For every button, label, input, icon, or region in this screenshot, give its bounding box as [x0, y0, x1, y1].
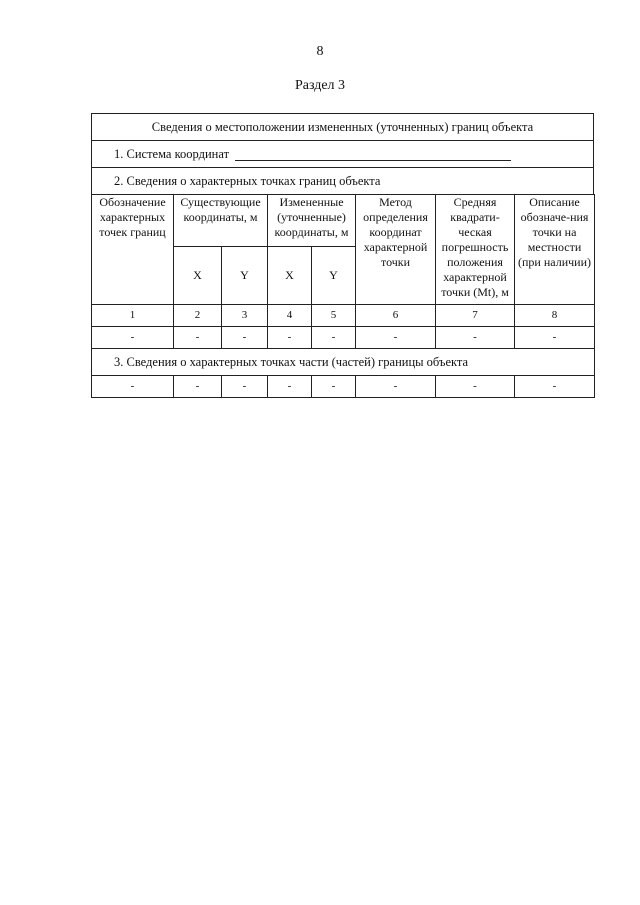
- table-title: Сведения о местоположении измененных (уточненных) границ объекта: [91, 113, 594, 140]
- column-number: 4: [268, 305, 312, 327]
- coord-system-blank-line: [235, 148, 511, 161]
- table-cell: -: [268, 376, 312, 398]
- header-changed-y: Y: [312, 247, 356, 305]
- coord-system-row: [91, 140, 594, 167]
- header-point-designation: Обозначение характерных точек границ: [92, 195, 174, 305]
- page-number: 8: [316, 44, 324, 59]
- column-number: 3: [222, 305, 268, 327]
- table-cell: -: [268, 327, 312, 349]
- table-cell: -: [356, 376, 436, 398]
- table-cell: -: [92, 376, 174, 398]
- section-title: Раздел 3: [294, 78, 346, 93]
- table-cell: -: [312, 376, 356, 398]
- header-changed-coordinates: Измененные (уточненные) координаты, м: [268, 195, 356, 247]
- column-number: 6: [356, 305, 436, 327]
- column-number: 5: [312, 305, 356, 327]
- table-cell: -: [515, 376, 595, 398]
- points-grid: [91, 194, 595, 398]
- header-existing-x: X: [174, 247, 222, 305]
- column-number: 8: [515, 305, 595, 327]
- table-row: [92, 327, 595, 349]
- table-cell: -: [356, 327, 436, 349]
- header-existing-coordinates: Существующие координаты, м: [174, 195, 268, 247]
- part-section-label: 3. Сведения о характерных точках части (частей) границы объекта: [92, 349, 595, 376]
- column-numbers-row: [92, 305, 595, 327]
- table-row: [92, 376, 595, 398]
- table-cell: -: [312, 327, 356, 349]
- table-cell: -: [174, 327, 222, 349]
- table-cell: -: [174, 376, 222, 398]
- header-changed-x: X: [268, 247, 312, 305]
- table-cell: -: [222, 376, 268, 398]
- table-cell: -: [436, 327, 515, 349]
- column-number: 1: [92, 305, 174, 327]
- header-point-description: Описание обозначе-ния точки на местности (при наличии): [515, 195, 595, 305]
- table-cell: -: [436, 376, 515, 398]
- table-cell: -: [515, 327, 595, 349]
- header-method: Метод определения координат характерной точки: [356, 195, 436, 305]
- column-number: 7: [436, 305, 515, 327]
- coord-system-label: 1. Система координат: [114, 146, 230, 161]
- points-section-label: 2. Сведения о характерных точках границ объекта: [91, 167, 594, 194]
- header-rms-error: Средняя квадрати-ческая погрешность положения характерной точки (Mt), м: [436, 195, 515, 305]
- header-existing-y: Y: [222, 247, 268, 305]
- boundary-table: [91, 113, 594, 398]
- table-cell: -: [92, 327, 174, 349]
- table-cell: -: [222, 327, 268, 349]
- column-number: 2: [174, 305, 222, 327]
